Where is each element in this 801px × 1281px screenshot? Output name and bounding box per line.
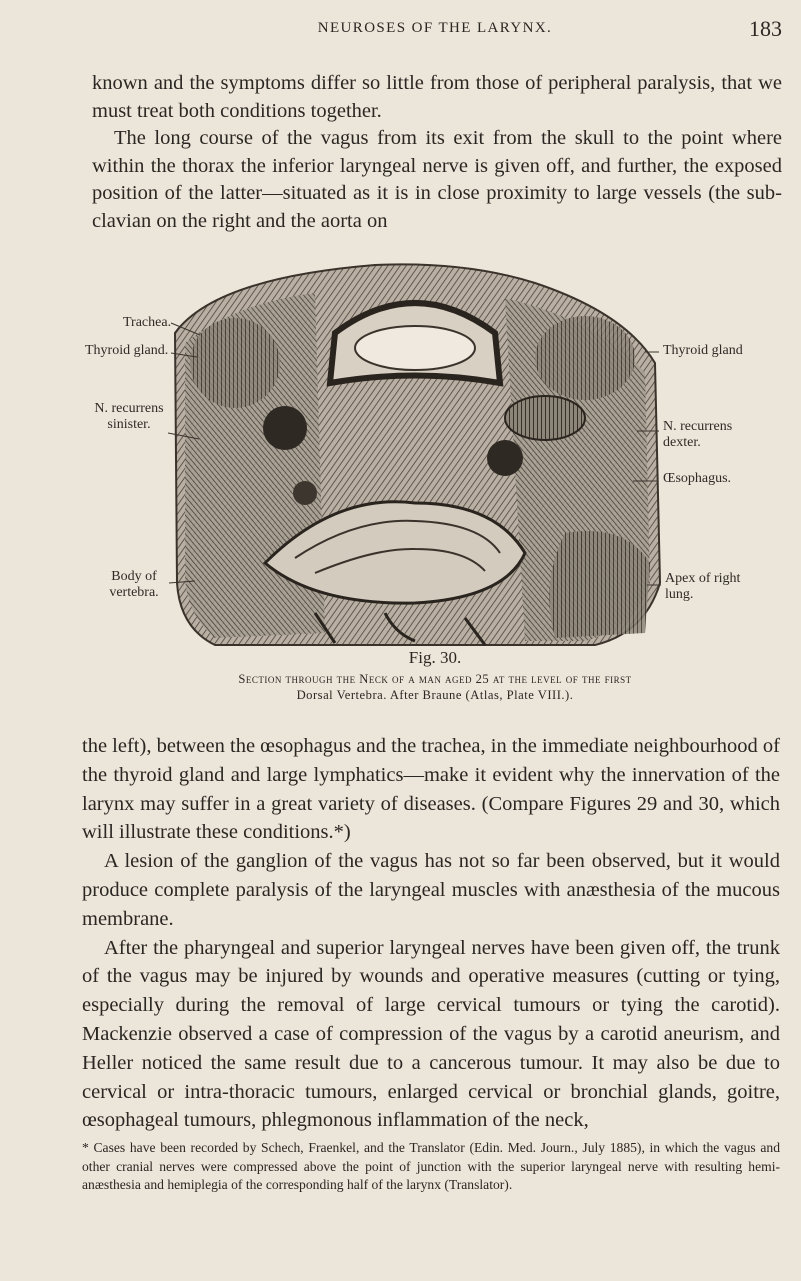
figure-caption <box>85 671 785 703</box>
top-paragraph <box>92 70 782 235</box>
vessel-left <box>263 406 307 450</box>
label-n-recurrens-sinister: N. recurrens sinister. <box>94 401 164 432</box>
vessel-small <box>293 481 317 505</box>
trachea-lumen <box>355 326 475 370</box>
paragraph-vagus-course: The long course of the vagus from its exit from the skull to the point where within the thorax the inferior laryngeal nerve is given off, and further, the exposed position of the latter—situated as it is in close proximity to large vessels (the sub-clavian on the right and the aorta on <box>92 127 782 232</box>
label-thyroid-gland-right: Thyroid gland <box>663 343 743 358</box>
label-thyroid-gland-left: Thyroid gland. <box>85 343 169 358</box>
paragraph-innervation: the left), between the œsophagus and the trachea, in the immediate neighbourhood of the thyroid gland and large lymphatics—make it evident why the innervation of the larynx may suffer in a great variety of diseases. (Compare Figures 29 and 30, which will illustrate these conditions.*) <box>82 735 780 844</box>
vessel-right <box>487 440 523 476</box>
label-n-recurrens-dexter: N. recurrens dexter. <box>663 419 733 450</box>
body-paragraphs <box>82 732 780 1135</box>
paragraph-ganglion-lesion: A lesion of the ganglion of the vagus has not so far been observed, but it would produce complete paralysis of the laryngeal muscles with anæsthesia of the mucous membrane. <box>82 850 780 930</box>
paragraph-continued: known and the symptoms differ so little from those of peripheral paralysis, that we must treat both conditions together. <box>92 72 782 122</box>
caption-line-2: Dorsal Vertebra. After Braune (Atlas, Plate VIII.). <box>296 688 574 702</box>
figure-number: Fig. 30. <box>408 648 462 667</box>
label-trachea: Trachea. <box>123 315 172 330</box>
oesophagus-shape <box>505 396 585 440</box>
label-oesophagus: Œsophagus. <box>663 471 732 486</box>
figure-30 <box>85 253 785 708</box>
thyroid-left-shape <box>190 318 280 408</box>
page-number: 183 <box>749 16 782 41</box>
footnote: * Cases have been recorded by Schech, Fraenkel, and the Translator (Edin. Med. Journ., July 1885), in which the vagus and other cranial nerves were compressed above the point of junction with the superior laryngeal nerve with resulting hemi-anæsthesia and hemiplegia of the corresponding half of the larynx (Translator). <box>82 1140 780 1192</box>
page-header <box>88 16 782 46</box>
running-head: NEUROSES OF THE LARYNX. <box>317 20 553 36</box>
caption-line-1: Section through the Neck of a man aged 25 at the level of the first <box>238 672 632 686</box>
thyroid-right-shape <box>535 316 635 400</box>
lung-apex-shape <box>549 531 650 638</box>
label-apex-of-right-lung: Apex of right lung. <box>665 571 741 602</box>
paragraph-vagus-injury: After the pharyngeal and superior laryngeal nerves have been given off, the trunk of the vagus may be injured by wounds and operative measures (cutting or tying, especially during the removal of large cervical tumours or tying the carotid). Mackenzie observed a case of compression of the vagus by a carotid aneurism, and Heller noticed the same result due to a cancerous tumour. It may also be due to cervical or intra-thoracic tumours, enlarged cervical or bronchial glands, goitre, œsophageal tumours, phlegmonous inflammation of the neck, <box>82 936 780 1132</box>
label-body-of-vertebra: Body of vertebra. <box>109 569 159 600</box>
